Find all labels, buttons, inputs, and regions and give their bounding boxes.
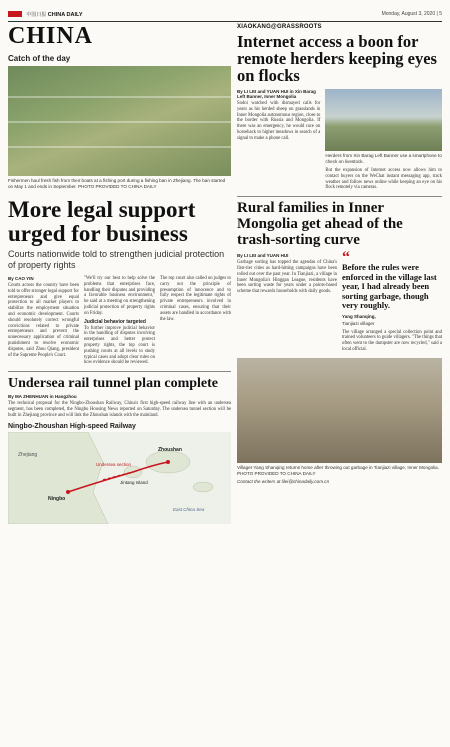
trash-byline: By LI LEI and YUAN HUI [237,253,289,259]
map-label-ningbo: Ningbo [48,495,66,502]
internet-body-2: But the expansion of Internet access now allows him to contact buyers on the WeChat instant messaging app, track weather and follow news online while keeping an eye on his flock remotely via cameras. [325,168,442,191]
villager-photo [237,358,442,463]
right-column [237,24,442,485]
masthead-date: Monday, August 3, 2020 [381,11,436,17]
legal-body-1: Courts across the country have been told to offer stronger legal support for entrepreneurs and give equal protection to all market players to stabilize the employment situation and economic development. Courts should resolutely correct wrongful convictions related to private entrepreneurs and prevent the unnecessary application of criminal punishment to resolve economic disputes, said Zhou Qiang, president of the Supreme People's Court. [8,283,79,358]
map-label-sea: East China Sea [173,506,205,512]
article-divider [8,371,231,372]
legal-body-3: To further improve judicial behavior in the handling of disputes involving enterprises and better protect property rights, the top court is pushing courts at all levels to study typical cases and adopt clear rules on how evidence should be reviewed. [84,325,155,366]
pull-quote: Before the rules were enforced in the village last year, I had already been sorting garbage, though very roughly. [342,262,437,311]
writers-contact: Contact the writers at lilei@chinadaily.com.cn [237,478,330,484]
internet-byline: By LI LEI and YUAN HUI in Xin Barag Left Banner, Inner Mongolia [237,89,316,99]
masthead-chinese: 中国日报 [26,11,47,18]
catch-of-the-day-title: Catch of the day [8,54,71,63]
xiaokang-kicker: XIAOKANG@GRASSROOTS [237,24,322,30]
internet-headline: Internet access a boon for remote herders keeping eyes on flocks [237,32,437,85]
masthead [8,8,442,20]
rail-map-title: Ningbo-Zhoushan High-speed Railway [8,422,136,430]
rail-map [8,432,231,524]
quote-mark-icon: “ [342,249,350,267]
rail-byline: By MA ZHENHUAN in Hangzhou [8,394,77,400]
internet-body-1: Sodoi watched with dismayed calls for years as his herded sheep on grasslands in Inner Mongolia autonomous region, close to the border with Russia and Mongolia. If there was an emergency, he would race on horseback to higher meadows in search of a signal to make a phone call. [237,101,321,141]
map-label-zhoushan: Zhoushan [158,446,182,453]
rail-tunnel-headline: Undersea rail tunnel plan complete [8,376,218,392]
masthead-right: Monday, August 3, 2020 | 5 [381,11,442,17]
rail-body: The technical proposal for the Ningbo-Zhoushan Railway, China's first high-speed railway line with an undersea segment, has been completed, the Ningbo Housing News reported on Saturday. The undersea tunnel section will be built in Zhejiang province and will link the Zhoushan islands with the mainland. [8,401,231,418]
trash-body-2: The village arranged a special collection point and trained volunteers to guide villagers. "The things that often went to the dumpster are now recycled," said a local official. [342,329,442,353]
fishing-photo-caption: Fishermen haul fresh fish from their boats at a fishing port during a fishing ban in Zhejiang. The ban started on May 1 and ends in September. PHOTO PROVIDED TO CHINA DAILY [8,178,226,189]
legal-support-article [8,276,231,366]
map-label-jintang: Jintang Island [120,479,148,485]
trash-sorting-headline: Rural families in Inner Mongolia get ahead of the trash-sorting curve [237,200,403,249]
masthead-rule [8,21,442,22]
page-number: 5 [439,11,442,17]
rail-article [8,394,231,418]
legal-byline: By CAO YIN [8,276,34,281]
trash-body-1: Garbage sorting has topped the agendas of China's first-tier cities as hard-hitting campaigns have been rolled out over the past year. In Tianjiazi, a village in Inner Mongolia's Hinggan League, residents have been sorting waste for years under a points-based scheme that rewards households with daily goods. [237,260,337,295]
masthead-paper-name: CHINA DAILY [47,11,83,18]
map-label-undersea: Undersea section [96,461,132,467]
quote-attribution: Yang Shanqing, [342,313,376,319]
map-label-zhejiang: Zhejiang [18,451,38,458]
newspaper-logo-icon [8,11,22,17]
legal-subhead: Judicial behavior targeted [84,318,146,325]
villager-photo-caption: Villager Yang Shanqing returns home after throwing out garbage in Tianjiazi village, Inner Mongolia. PHOTO PROVIDED TO CHINA DAILY [237,464,439,476]
herder-photo [325,89,442,151]
legal-support-headline: More legal support urged for business [8,197,196,246]
herder-photo-caption: Herders from Xin Barag Left Banner use a smartphone to check on livestock. [325,153,442,164]
masthead-left [8,11,83,18]
left-column [8,24,231,524]
trash-article [237,249,442,353]
internet-article [237,89,442,191]
fishing-port-photo [8,66,231,176]
legal-body-2: "We'll try our best to help solve the problems that enterprises face, handling their disputes and providing a favorable business environment," he said at a meeting on strengthening judicial protection of property rights on Friday. [84,276,155,316]
article-divider-right [237,196,442,197]
legal-support-deck: Courts nationwide told to strengthen judicial protection of property rights [8,249,225,270]
quote-role: Tianjiazi villager [342,320,375,326]
legal-body-4: The top court also called on judges to carry out the principle of presumption of innocence and to fully respect the legitimate rights of private entrepreneurs involved in criminal cases, ensuring that their assets are handled in accordance with the law. [160,276,231,322]
section-title: CHINA [8,23,94,49]
